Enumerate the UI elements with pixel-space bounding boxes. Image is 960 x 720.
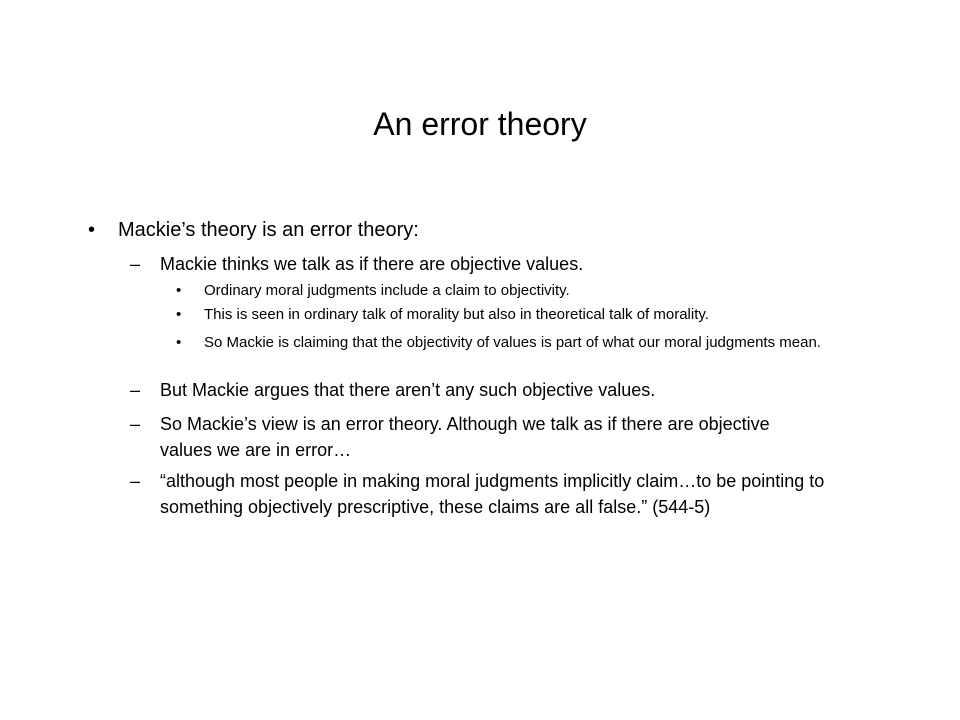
dash-marker: – (130, 414, 141, 434)
bullet-text: So Mackie is claiming that the objectivity of values is part of what our moral judgments mean. (204, 334, 821, 351)
bullet-item (176, 282, 836, 300)
bullet-marker: • (176, 306, 182, 323)
bullet-item (130, 411, 850, 463)
bullet-item (130, 468, 850, 520)
dash-marker: – (130, 254, 141, 274)
bullet-text: “although most people in making moral judgments implicitly claim…to be pointing to something objectively prescriptive, these claims are all false.” (544-5) (160, 471, 825, 517)
dash-marker: – (130, 380, 141, 400)
bullet-text: Ordinary moral judgments include a claim to objectivity. (204, 282, 570, 299)
bullet-marker: • (88, 219, 96, 241)
bullet-item (130, 251, 850, 277)
bullet-text: So Mackie’s view is an error theory. Although we talk as if there are objective values we are in error… (160, 414, 770, 460)
bullet-marker: • (176, 282, 182, 299)
slide-title: An error theory (373, 106, 587, 142)
bullet-text: Mackie’s theory is an error theory: (118, 219, 419, 241)
bullet-item (130, 377, 850, 403)
bullet-item (176, 306, 836, 324)
bullet-item (88, 218, 868, 242)
bullet-text: Mackie thinks we talk as if there are objective values. (160, 254, 584, 274)
bullet-marker: • (176, 334, 182, 351)
bullet-item (176, 334, 836, 352)
bullet-text: But Mackie argues that there aren’t any such objective values. (160, 380, 656, 400)
dash-marker: – (130, 471, 141, 491)
bullet-text: This is seen in ordinary talk of morality but also in theoretical talk of morality. (204, 306, 709, 323)
